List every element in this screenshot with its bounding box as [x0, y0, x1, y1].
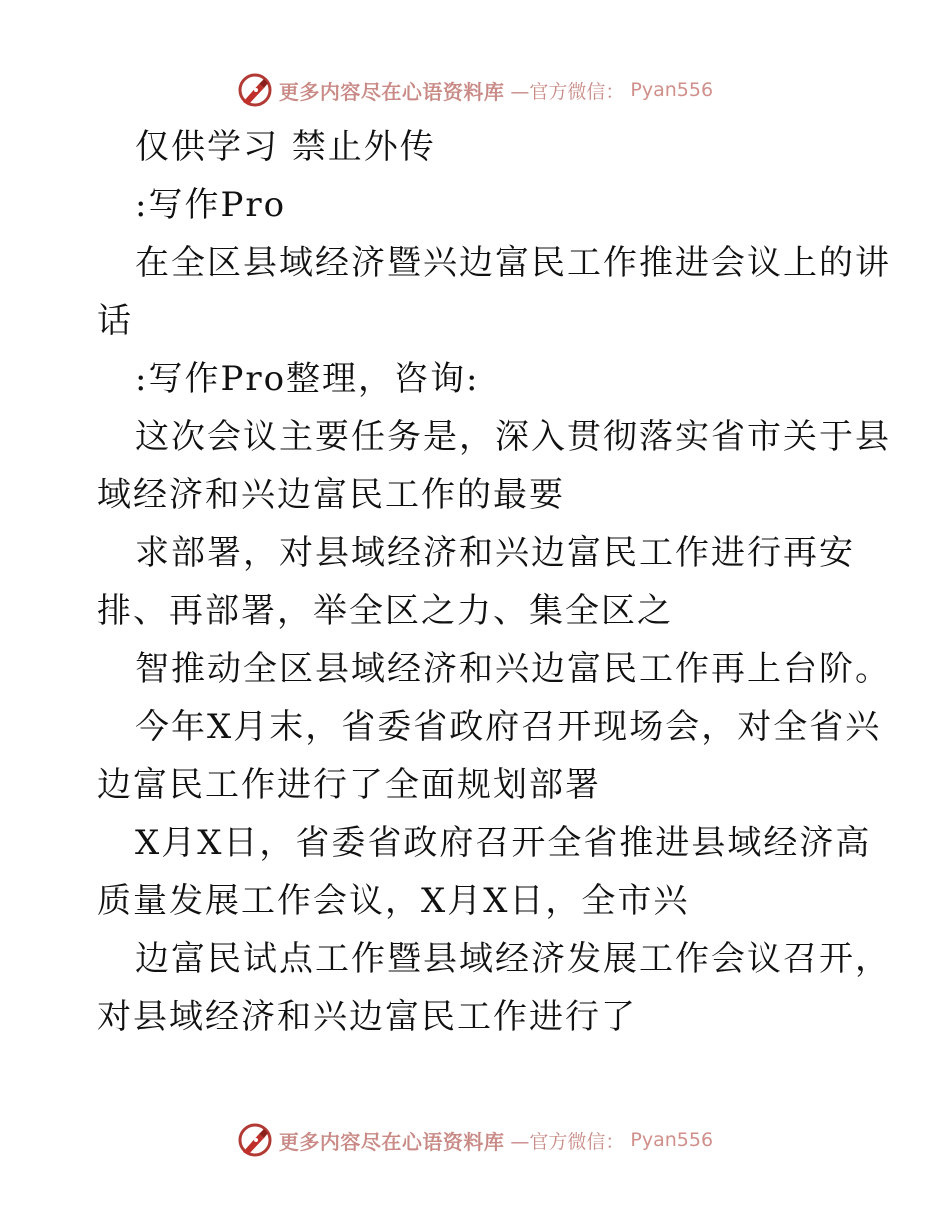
text-line: :写作Pro整理，咨询: — [135, 359, 480, 399]
text-line: 排、再部署，举全区之力、集全区之 — [97, 591, 673, 631]
header-watermark — [0, 70, 950, 110]
watermark-site-text: 更多内容尽在心语资料库 — [278, 79, 505, 104]
pen-logo-icon — [237, 72, 273, 108]
text-line: 在全区县域经济暨兴边富民工作推进会议上的讲 — [135, 243, 891, 283]
text-line: 求部署，对县域经济和兴边富民工作进行再安 — [135, 533, 855, 573]
watermark-site-text: 更多内容尽在心语资料库 — [278, 1129, 505, 1154]
text-line: 边富民工作进行了全面规划部署 — [97, 765, 601, 805]
footer-watermark — [0, 1120, 950, 1160]
text-line: 对县域经济和兴边富民工作进行了 — [97, 997, 637, 1037]
watermark-separator: —官方微信： — [510, 1130, 625, 1153]
text-line: X月X日，省委省政府召开全省推进县域经济高 — [135, 823, 872, 863]
text-line: 智推动全区县域经济和兴边富民工作再上台阶。 — [135, 649, 891, 689]
watermark-separator: —官方微信： — [510, 80, 625, 103]
watermark-wechat-id: Pyan556 — [630, 79, 714, 101]
text-line: 域经济和兴边富民工作的最要 — [97, 475, 565, 515]
text-line: 质量发展工作会议，X月X日，全市兴 — [97, 881, 690, 921]
watermark-wechat-id: Pyan556 — [630, 1129, 714, 1151]
pen-logo-icon — [237, 1122, 273, 1158]
text-line: :写作Pro — [135, 185, 287, 225]
text-line: 仅供学习 禁止外传 — [135, 127, 436, 167]
text-line: 这次会议主要任务是，深入贯彻落实省市关于县 — [135, 417, 891, 457]
text-line: 边富民试点工作暨县域经济发展工作会议召开， — [135, 939, 891, 979]
text-line: 话 — [97, 301, 133, 341]
document-body — [97, 118, 891, 1046]
text-line: 今年X月末，省委省政府召开现场会，对全省兴 — [135, 707, 882, 747]
